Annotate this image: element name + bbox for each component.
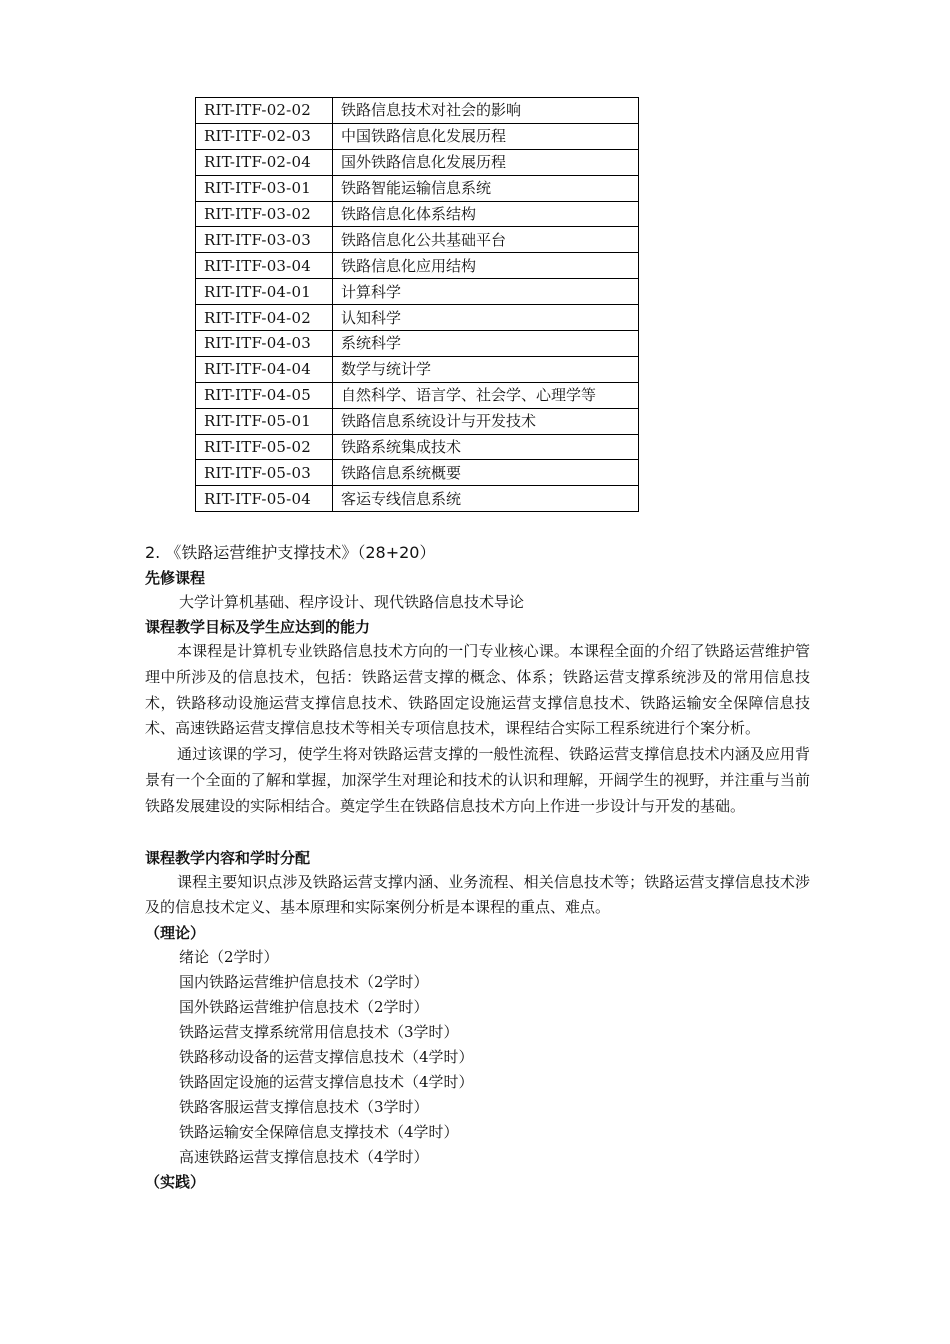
table-row [196, 201, 639, 227]
table-row [196, 123, 639, 149]
knowledge-name-cell: 客运专线信息系统 [333, 486, 639, 512]
theory-item: 铁路客服运营支撑信息技术（3学时） [179, 1098, 429, 1117]
theory-label: （理论） [145, 924, 206, 943]
knowledge-code-cell: RIT-ITF-03-03 [196, 227, 333, 253]
knowledge-name-cell: 铁路系统集成技术 [333, 434, 639, 460]
knowledge-code-cell: RIT-ITF-04-01 [196, 279, 333, 305]
prereq-heading: 先修课程 [145, 569, 206, 587]
table-row [196, 175, 639, 201]
theory-list [145, 945, 810, 1170]
knowledge-name-cell: 国外铁路信息化发展历程 [333, 149, 639, 175]
theory-item: 铁路固定设施的运营支撑信息技术（4学时） [179, 1073, 474, 1092]
knowledge-name-cell: 铁路信息化公共基础平台 [333, 227, 639, 253]
knowledge-code-cell: RIT-ITF-04-03 [196, 331, 333, 357]
goals-heading: 课程教学目标及学生应达到的能力 [145, 618, 371, 636]
table-row [196, 305, 639, 331]
knowledge-name-cell: 铁路信息技术对社会的影响 [333, 98, 639, 124]
knowledge-code-cell: RIT-ITF-05-02 [196, 434, 333, 460]
knowledge-name-cell: 系统科学 [333, 331, 639, 357]
theory-item: 铁路运输安全保障信息支撑技术（4学时） [179, 1123, 459, 1142]
table-row [196, 382, 639, 408]
knowledge-code-cell: RIT-ITF-05-03 [196, 460, 333, 486]
theory-item: 绪论（2学时） [179, 948, 279, 967]
knowledge-name-cell: 铁路信息系统设计与开发技术 [333, 408, 639, 434]
knowledge-name-cell: 认知科学 [333, 305, 639, 331]
knowledge-name-cell: 铁路智能运输信息系统 [333, 175, 639, 201]
knowledge-code-cell: RIT-ITF-03-04 [196, 253, 333, 279]
content-paragraph: 课程主要知识点涉及铁路运营支撑内涵、业务流程、相关信息技术等；铁路运营支撑信息技术涉及的信息技术定义、基本原理和实际案例分析是本课程的重点、难点。 [145, 872, 810, 917]
knowledge-code-cell: RIT-ITF-05-04 [196, 486, 333, 512]
knowledge-name-cell: 计算科学 [333, 279, 639, 305]
table-row [196, 227, 639, 253]
knowledge-name-cell: 铁路信息系统概要 [333, 460, 639, 486]
knowledge-code-cell: RIT-ITF-04-05 [196, 382, 333, 408]
knowledge-point-table [195, 97, 639, 512]
theory-item: 高速铁路运营支撑信息技术（4学时） [179, 1148, 429, 1167]
knowledge-name-cell: 自然科学、语言学、社会学、心理学等 [333, 382, 639, 408]
knowledge-code-cell: RIT-ITF-03-01 [196, 175, 333, 201]
table-row [196, 279, 639, 305]
knowledge-code-cell: RIT-ITF-02-04 [196, 149, 333, 175]
table-row [196, 98, 639, 124]
theory-item: 国外铁路运营维护信息技术（2学时） [179, 998, 429, 1017]
knowledge-code-cell: RIT-ITF-04-02 [196, 305, 333, 331]
table-row [196, 149, 639, 175]
theory-item: 铁路运营支撑系统常用信息技术（3学时） [179, 1023, 459, 1042]
practice-label: （实践） [145, 1173, 206, 1192]
theory-item: 国内铁路运营维护信息技术（2学时） [179, 973, 429, 992]
knowledge-code-cell: RIT-ITF-03-02 [196, 201, 333, 227]
table-row [196, 356, 639, 382]
knowledge-code-cell: RIT-ITF-05-01 [196, 408, 333, 434]
knowledge-code-cell: RIT-ITF-02-03 [196, 123, 333, 149]
table-row [196, 331, 639, 357]
knowledge-code-cell: RIT-ITF-02-02 [196, 98, 333, 124]
knowledge-name-cell: 铁路信息化应用结构 [333, 253, 639, 279]
table-row [196, 434, 639, 460]
knowledge-name-cell: 数学与统计学 [333, 356, 639, 382]
table-row [196, 486, 639, 512]
goals-paragraph-1: 本课程是计算机专业铁路信息技术方向的一门专业核心课。本课程全面的介绍了铁路运营维护管理中所涉及的信息技术，包括：铁路运营支撑的概念、体系；铁路运营支撑系统涉及的常用信息技术，铁路移动设施运营支撑信息技术、铁路固定设施运营支撑信息技术、铁路运输安全保障信息技术、高速铁路运营支撑信息技术等相关专项信息技术，课程结合实际工程系统进行个案分析。 [145, 642, 810, 738]
prereq-text: 大学计算机基础、程序设计、现代铁路信息技术导论 [179, 593, 525, 611]
course-title: 2. 《铁路运营维护支撑技术》（28+20） [145, 543, 436, 562]
table-row [196, 408, 639, 434]
theory-item: 铁路移动设备的运营支撑信息技术（4学时） [179, 1048, 474, 1067]
content-heading: 课程教学内容和学时分配 [145, 848, 311, 867]
knowledge-name-cell: 铁路信息化体系结构 [333, 201, 639, 227]
table-row [196, 253, 639, 279]
course-section [145, 540, 810, 1194]
knowledge-name-cell: 中国铁路信息化发展历程 [333, 123, 639, 149]
table-row [196, 460, 639, 486]
knowledge-code-cell: RIT-ITF-04-04 [196, 356, 333, 382]
goals-paragraph-2: 通过该课的学习，使学生将对铁路运营支撑的一般性流程、铁路运营支撑信息技术内涵及应用背景有一个全面的了解和掌握，加深学生对理论和技术的认识和理解，开阔学生的视野，并注重与当前铁路发展建设的实际相结合。奠定学生在铁路信息技术方向上作进一步设计与开发的基础。 [145, 745, 810, 815]
